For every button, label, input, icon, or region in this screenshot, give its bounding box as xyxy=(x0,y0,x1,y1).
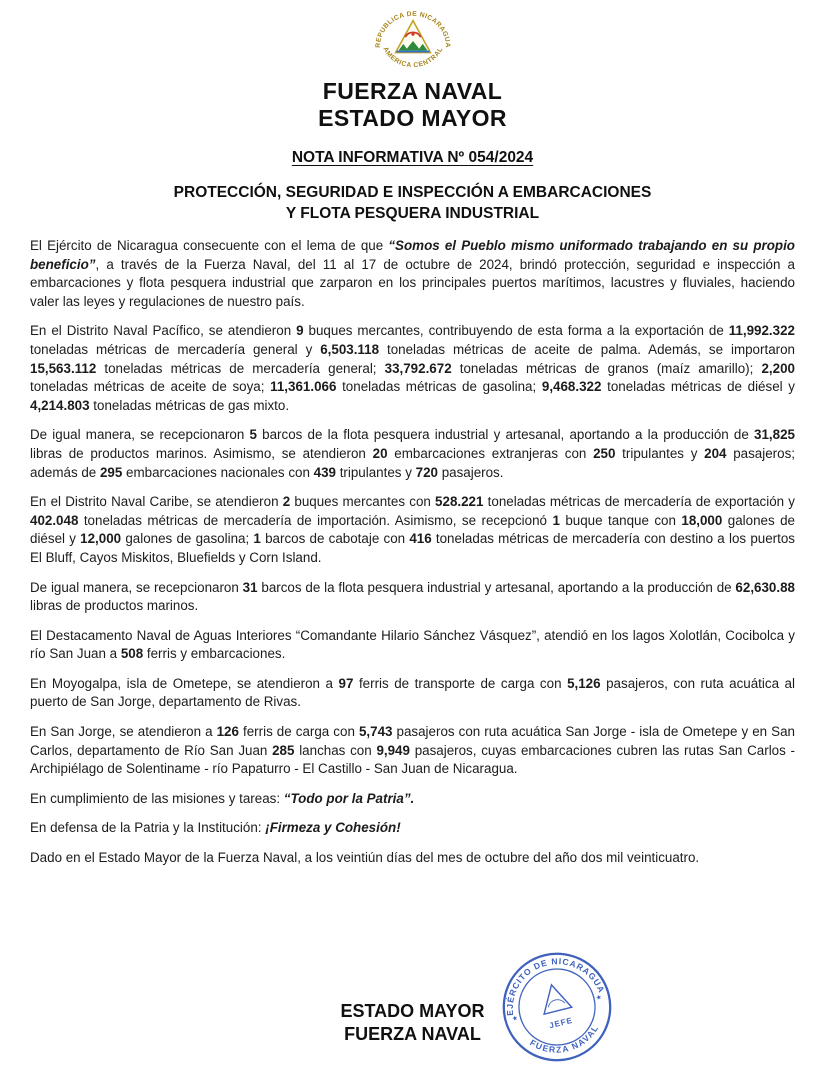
text-segment: lanchas con xyxy=(294,742,377,758)
text-segment: toneladas métricas de aceite de palma. Además, se importaron xyxy=(379,341,795,357)
paragraph xyxy=(30,322,795,415)
text-segment: 4,214.803 xyxy=(30,397,90,413)
paragraph xyxy=(30,675,795,712)
nicaragua-coat-of-arms xyxy=(0,0,825,72)
text-segment: 1 xyxy=(253,531,261,547)
text-segment: 15,563.112 xyxy=(30,360,97,376)
text-segment: “Todo por la Patria”. xyxy=(283,790,415,806)
paragraph xyxy=(30,819,795,838)
text-segment: 97 xyxy=(338,675,354,691)
text-segment: 6,503.118 xyxy=(320,341,380,357)
text-segment: 1 xyxy=(552,512,560,528)
text-segment: toneladas métricas de mercadería general; xyxy=(96,360,385,376)
paragraph xyxy=(30,493,795,567)
text-segment: 5,743 xyxy=(358,724,393,740)
text-segment: 5 xyxy=(249,427,257,443)
text-segment: 11,992.322 xyxy=(728,323,795,339)
text-segment: toneladas métricas de mercadería de importación. Asimismo, se recepcionó xyxy=(78,512,553,528)
text-segment: El Destacamento Naval de Aguas Interiores “Comandante Hilario Sánchez Vásquez”, atendió en los lagos Xolotlán, Cocibolca y río San Juan a xyxy=(30,627,795,662)
text-segment: libras de productos marinos. xyxy=(30,598,199,614)
text-segment: , a través de la Fuerza Naval, del 11 al 17 de octubre de 2024, brindó protección, seguridad e inspección a embarcaciones y flota pesquera industrial que zarparon en los principales puertos marítimos, lacustres y fluviales, haciendo valer las leyes y regulaciones de nuestro país. xyxy=(30,256,795,309)
org-title-line2: ESTADO MAYOR xyxy=(318,105,507,131)
paragraph xyxy=(30,426,795,482)
text-segment: 285 xyxy=(272,742,295,758)
text-segment: buques mercantes, contribuyendo de esta forma a la exportación de xyxy=(303,323,729,339)
text-segment: ferris de carga con xyxy=(238,724,359,740)
text-segment: ferris y embarcaciones. xyxy=(143,646,286,662)
stamp-star-right-icon: ★ xyxy=(595,993,603,1003)
stamp-center-text: JEFE xyxy=(548,1015,574,1031)
text-segment: En San Jorge, se atendieron a xyxy=(30,724,217,740)
text-segment: ferris de transporte de carga con xyxy=(353,675,568,691)
stamp-triangle xyxy=(538,981,572,1014)
text-segment: 126 xyxy=(216,724,239,740)
emblem-bottom-text: AMERICA CENTRAL xyxy=(380,45,445,70)
text-segment: toneladas métricas de mercadería general y xyxy=(30,341,321,357)
emblem-top-text: REPUBLICA DE NICARAGUA xyxy=(374,10,451,48)
paragraph xyxy=(30,849,795,868)
text-segment: pasajeros; además de xyxy=(30,445,795,480)
text-segment: barcos de la flota pesquera industrial y artesanal, aportando a la producción de xyxy=(256,427,755,443)
signature-block xyxy=(0,1000,825,1046)
text-segment: 204 xyxy=(704,445,727,461)
paragraph xyxy=(30,627,795,664)
stamp-bottom-text: FUERZA NAVAL xyxy=(528,1022,601,1055)
text-segment: galones de diésel y xyxy=(30,512,795,547)
text-segment: 31,825 xyxy=(754,427,795,443)
text-segment: pasajeros, con ruta acuática al puerto de San Jorge, departamento de Rivas. xyxy=(30,675,795,710)
text-segment: 5,126 xyxy=(567,675,601,691)
text-segment: 9,468.322 xyxy=(541,379,602,395)
emblem-water xyxy=(396,51,429,53)
text-segment: 12,000 xyxy=(80,531,122,547)
text-segment: 18,000 xyxy=(681,512,723,528)
subject-line1: PROTECCIÓN, SEGURIDAD E INSPECCIÓN A EMBARCACIONES xyxy=(173,184,652,201)
text-segment: En cumplimiento de las misiones y tareas: xyxy=(30,790,284,806)
text-segment: 295 xyxy=(99,464,123,480)
text-segment: Dado en el Estado Mayor de la Fuerza Naval, a los veintiún días del mes de octubre del año dos mil veinticuatro. xyxy=(30,850,700,866)
paragraph xyxy=(30,790,795,809)
text-segment: 9,949 xyxy=(376,742,410,758)
text-segment: buque tanque con xyxy=(559,512,682,528)
text-segment: toneladas métricas de granos (maíz amarillo); xyxy=(451,360,762,376)
subject-line2: Y FLOTA PESQUERA INDUSTRIAL xyxy=(285,205,540,222)
paragraph xyxy=(30,579,795,616)
text-segment: 439 xyxy=(313,464,336,480)
text-segment: De igual manera, se recepcionaron xyxy=(30,427,250,443)
text-segment: toneladas métricas de mercadería de exportación y xyxy=(483,494,795,510)
org-title-line1: FUERZA NAVAL xyxy=(322,78,503,104)
text-segment: toneladas métricas de mercadería con destino a los puertos El Bluff, Cayos Miskitos, Bluefields y Corn Island. xyxy=(30,531,795,565)
text-segment: toneladas métricas de diésel y xyxy=(601,379,795,395)
text-segment: 528.221 xyxy=(435,494,484,510)
stamp-star-left-icon: ★ xyxy=(511,1014,519,1023)
signature-line1: ESTADO MAYOR xyxy=(340,1001,485,1021)
text-segment: embarcaciones nacionales con xyxy=(122,464,314,480)
coat-of-arms-svg xyxy=(366,8,460,72)
text-segment: 720 xyxy=(415,464,438,480)
text-segment: 11,361.066 xyxy=(270,379,337,395)
stamp-rainbow xyxy=(547,998,565,1007)
text-segment: tripulantes y xyxy=(615,445,705,461)
text-segment: ¡Firmeza y Cohesión! xyxy=(265,820,401,836)
text-segment: En el Distrito Naval Caribe, se atendieron xyxy=(30,494,283,510)
text-segment: En Moyogalpa, isla de Ometepe, se atendieron a xyxy=(30,675,339,691)
text-segment: 9 xyxy=(296,323,304,339)
navy-stamp-svg xyxy=(488,938,626,1068)
text-segment: 402.048 xyxy=(30,512,79,528)
text-segment: 508 xyxy=(120,646,144,662)
text-segment: “Somos el Pueblo mismo uniformado trabajando en su propio beneficio” xyxy=(30,238,795,272)
text-segment: barcos de la flota pesquera industrial y artesanal, aportando a la producción de xyxy=(257,579,736,595)
text-segment: En defensa de la Patria y la Institución: xyxy=(30,820,266,836)
emblem-liberty-cap xyxy=(411,33,414,36)
text-segment: 20 xyxy=(372,445,388,461)
text-segment: galones de gasolina; xyxy=(121,531,254,547)
text-segment: toneladas métricas de gasolina; xyxy=(336,379,542,395)
text-segment: buques mercantes con xyxy=(290,494,436,510)
text-segment: pasajeros. xyxy=(437,464,504,480)
document-body xyxy=(0,224,825,868)
paragraph xyxy=(30,237,795,311)
navy-stamp xyxy=(488,938,626,1068)
text-segment: 2,200 xyxy=(761,360,795,376)
text-segment: pasajeros con ruta acuática San Jorge - isla de Ometepe y en San Carlos, departamento de Río San Juan xyxy=(30,724,795,758)
text-segment: 62,630.88 xyxy=(735,579,795,595)
note-title: NOTA INFORMATIVA Nº 054/2024 xyxy=(291,149,534,166)
stamp-top-text: EJÉRCITO DE NICARAGUA xyxy=(504,956,607,1017)
text-segment: barcos de cabotaje con xyxy=(260,531,410,547)
text-segment: El Ejército de Nicaragua consecuente con el lema de que xyxy=(30,238,389,253)
text-segment: De igual manera, se recepcionaron xyxy=(30,579,243,595)
text-segment: En el Distrito Naval Pacífico, se atendieron xyxy=(30,323,297,339)
subject-heading xyxy=(0,182,825,224)
text-segment: libras de productos marinos. Asimismo, se atendieron xyxy=(30,445,373,461)
text-segment: embarcaciones extranjeras con xyxy=(387,445,594,461)
paragraph xyxy=(30,723,795,779)
text-segment: 416 xyxy=(409,531,432,547)
text-segment: toneladas métricas de gas mixto. xyxy=(89,397,290,413)
text-segment: 2 xyxy=(282,494,291,510)
text-segment: pasajeros, cuyas embarcaciones cubren las rutas San Carlos - Archipiélago de Solentiname - río Papaturro - El Castillo - San Juan de Nicaragua. xyxy=(30,742,796,777)
text-segment: 31 xyxy=(242,579,258,595)
text-segment: 33,792.672 xyxy=(384,360,452,376)
text-segment: 250 xyxy=(593,445,616,461)
signature-line2: FUERZA NAVAL xyxy=(344,1024,481,1044)
text-segment: tripulantes y xyxy=(335,464,416,480)
text-segment: toneladas métricas de aceite de soya; xyxy=(30,379,271,395)
